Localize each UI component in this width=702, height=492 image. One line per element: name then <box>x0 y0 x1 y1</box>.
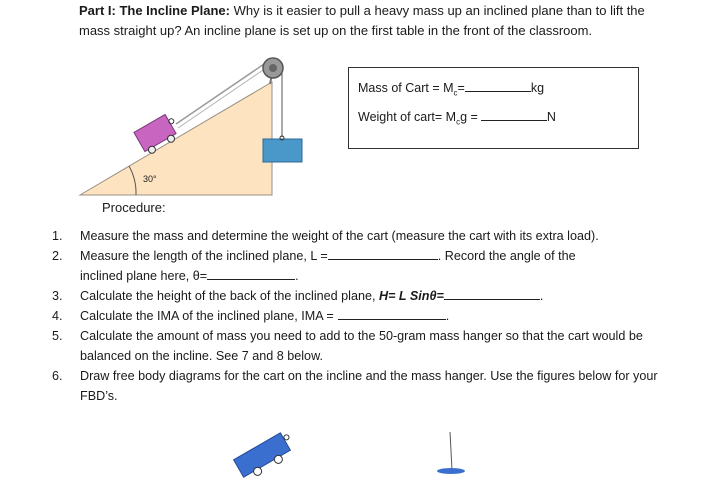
weight-line <box>358 108 556 127</box>
step-text: inclined plane here, θ= <box>80 269 208 283</box>
weight-answer-blank[interactable] <box>481 108 547 121</box>
step-1 <box>52 226 662 246</box>
step-text: . <box>539 289 544 303</box>
hanging-mass <box>263 139 302 162</box>
step-2 <box>52 246 662 286</box>
part-question: Why is it easier to pull a heavy mass up an inclined plane than to lift the mass straight up? An incline plane is set up on the first table in the front of the classroom. <box>79 3 645 38</box>
pulley-hub <box>269 64 277 72</box>
ima-answer-blank[interactable] <box>338 307 446 320</box>
step-text: . Record the angle of the <box>437 249 576 263</box>
step-text: Measure the mass and determine the weight of the cart (measure the cart with its extra load). <box>80 229 599 243</box>
mass-equals: = <box>457 81 465 95</box>
measurement-box <box>348 67 639 149</box>
angle-answer-blank[interactable] <box>207 267 295 280</box>
fbd-cart <box>234 430 299 482</box>
step-text: Draw free body diagrams for the cart on the incline and the mass hanger. Use the figures below for your FBD’s. <box>80 369 658 403</box>
height-answer-blank[interactable] <box>444 287 540 300</box>
step-number: 1. <box>52 229 63 243</box>
weight-label: Weight of cart= M <box>358 110 457 124</box>
fbd-hanger-rod <box>450 432 452 470</box>
height-formula: H= L Sinθ= <box>378 289 444 303</box>
mass-label: Mass of Cart = M <box>358 81 454 95</box>
step-5 <box>52 326 662 366</box>
mass-subscript: c <box>453 88 458 98</box>
step-text: Measure the length of the inclined plane, L = <box>80 249 328 263</box>
step-6 <box>52 366 662 406</box>
angle-label: 30° <box>143 174 157 184</box>
mass-answer-blank[interactable] <box>465 79 531 92</box>
length-answer-blank[interactable] <box>328 247 438 260</box>
weight-subscript: c <box>456 117 461 127</box>
weight-unit: N <box>546 110 556 124</box>
step-text: . <box>445 309 450 323</box>
step-text: Calculate the IMA of the inclined plane, IMA = <box>80 309 334 323</box>
step-number: 6. <box>52 369 63 383</box>
step-3 <box>52 286 662 306</box>
weight-equals: g = <box>460 110 478 124</box>
step-number: 3. <box>52 289 63 303</box>
step-text: . <box>295 269 299 283</box>
step-number: 2. <box>52 249 63 263</box>
procedure-steps <box>52 226 662 406</box>
step-number: 5. <box>52 329 63 343</box>
step-text: Calculate the height of the back of the inclined plane, <box>80 289 379 303</box>
procedure-label: Procedure: <box>102 200 166 215</box>
incline-plane <box>80 82 272 195</box>
step-4 <box>52 306 662 326</box>
part-title: Part I: The Incline Plane: <box>79 3 230 18</box>
mass-line <box>358 79 544 98</box>
step-text: Calculate the amount of mass you need to add to the 50-gram mass hanger so that the cart would be balanced on the incline. See 7 and 8 below. <box>80 329 643 363</box>
fbd-mass-hanger <box>437 468 465 474</box>
step-number: 4. <box>52 309 63 323</box>
mass-unit: kg <box>530 81 545 95</box>
